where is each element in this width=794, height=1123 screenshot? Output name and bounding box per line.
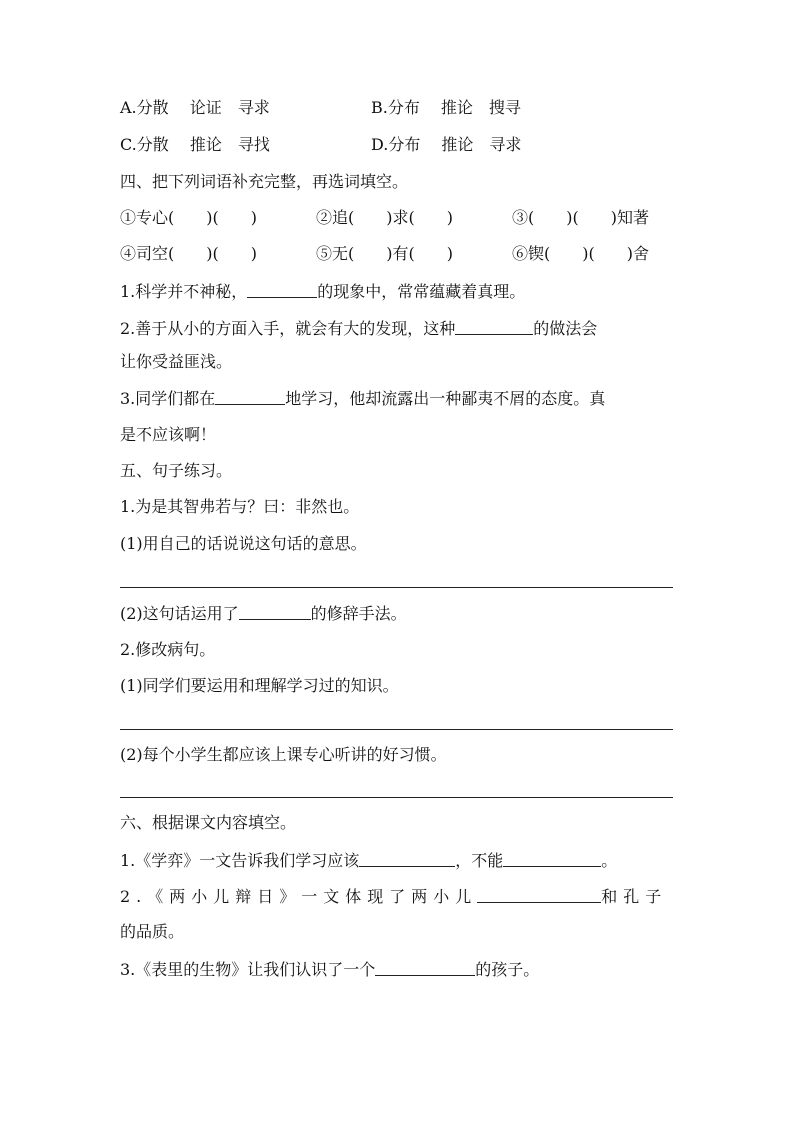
word-item-6: ⑥锲( )( )舍 bbox=[512, 244, 649, 263]
fill-question-3-text-b: 地学习，他却流露出一种鄙夷不屑的态度。真 bbox=[285, 389, 606, 408]
answer-line[interactable] bbox=[120, 797, 673, 798]
answer-line[interactable] bbox=[120, 729, 673, 730]
answer-blank[interactable] bbox=[503, 850, 601, 867]
word-item-5: ⑤无( )有( ) bbox=[316, 244, 453, 263]
word-item-2: ②追( )求( ) bbox=[316, 208, 453, 227]
sentence-question-1-2-text-b: 的修辞手法。 bbox=[310, 604, 407, 623]
sentence-question-1: 1.为是其智弗若与？曰：非然也。 bbox=[120, 497, 360, 516]
sentence-question-1-2-text-a: (2)这句话运用了 bbox=[120, 604, 239, 623]
sentence-question-2-1: (1)同学们要运用和理解学习过的知识。 bbox=[120, 676, 399, 695]
option-d: D.分布 推论 寻求 bbox=[371, 135, 522, 154]
answer-line[interactable] bbox=[120, 587, 673, 588]
sentence-question-2-2: (2)每个小学生都应该上课专心听讲的好习惯。 bbox=[120, 745, 447, 764]
option-a: A.分散 论证 寻求 bbox=[120, 98, 270, 117]
recall-question-1-text-a: 1.《学弈》一文告诉我们学习应该 bbox=[120, 851, 360, 870]
recall-question-1 bbox=[120, 850, 617, 871]
recall-question-3-text-a: 3.《表里的生物》让我们认识了一个 bbox=[120, 960, 376, 979]
recall-question-3-text-b: 的孩子。 bbox=[475, 960, 540, 979]
fill-question-1-text-a: 1.科学并不神秘， bbox=[120, 282, 248, 301]
recall-question-2-continued: 的品质。 bbox=[120, 922, 185, 941]
recall-question-1-text-c: 。 bbox=[601, 851, 618, 870]
section-6-heading: 六、根据课文内容填空。 bbox=[120, 813, 297, 832]
sentence-question-1-1: (1)用自己的话说说这句话的意思。 bbox=[120, 534, 367, 553]
answer-blank[interactable] bbox=[215, 388, 285, 405]
word-item-4: ④司空( )( ) bbox=[120, 244, 257, 263]
answer-blank[interactable] bbox=[477, 886, 601, 903]
fill-question-2-text-b: 的做法会 bbox=[533, 319, 598, 338]
fill-question-1-text-b: 的现象中，常常蕴藏着真理。 bbox=[317, 282, 526, 301]
answer-blank[interactable] bbox=[455, 318, 533, 335]
recall-question-3 bbox=[120, 959, 539, 980]
fill-question-2 bbox=[120, 318, 597, 339]
answer-blank[interactable] bbox=[247, 281, 317, 298]
answer-blank[interactable] bbox=[239, 603, 311, 620]
recall-question-2-text-b: 和孔子 bbox=[601, 887, 668, 906]
recall-question-2-text-a: 2.《两小儿辩日》一文体现了两小儿 bbox=[120, 887, 478, 906]
sentence-question-2: 2.修改病句。 bbox=[120, 640, 216, 659]
fill-question-3-text-a: 3.同学们都在 bbox=[120, 389, 216, 408]
word-item-1: ①专心( )( ) bbox=[120, 208, 257, 227]
answer-blank[interactable] bbox=[375, 959, 475, 976]
fill-question-3-continued: 是不应该啊！ bbox=[120, 425, 217, 444]
answer-blank[interactable] bbox=[359, 850, 455, 867]
fill-question-3 bbox=[120, 388, 605, 409]
section-4-heading: 四、把下列词语补充完整，再选词填空。 bbox=[120, 172, 409, 191]
recall-question-1-text-b: ，不能 bbox=[455, 851, 504, 870]
recall-question-2 bbox=[120, 886, 667, 907]
section-5-heading: 五、句子练习。 bbox=[120, 461, 233, 480]
word-item-3: ③( )( )知著 bbox=[512, 208, 649, 227]
fill-question-2-continued: 让你受益匪浅。 bbox=[120, 352, 233, 371]
fill-question-1 bbox=[120, 281, 525, 302]
fill-question-2-text-a: 2.善于从小的方面入手，就会有大的发现，这种 bbox=[120, 319, 456, 338]
option-c: C.分散 推论 寻找 bbox=[120, 135, 270, 154]
sentence-question-1-2 bbox=[120, 603, 407, 624]
option-b: B.分布 推论 搜寻 bbox=[371, 98, 521, 117]
